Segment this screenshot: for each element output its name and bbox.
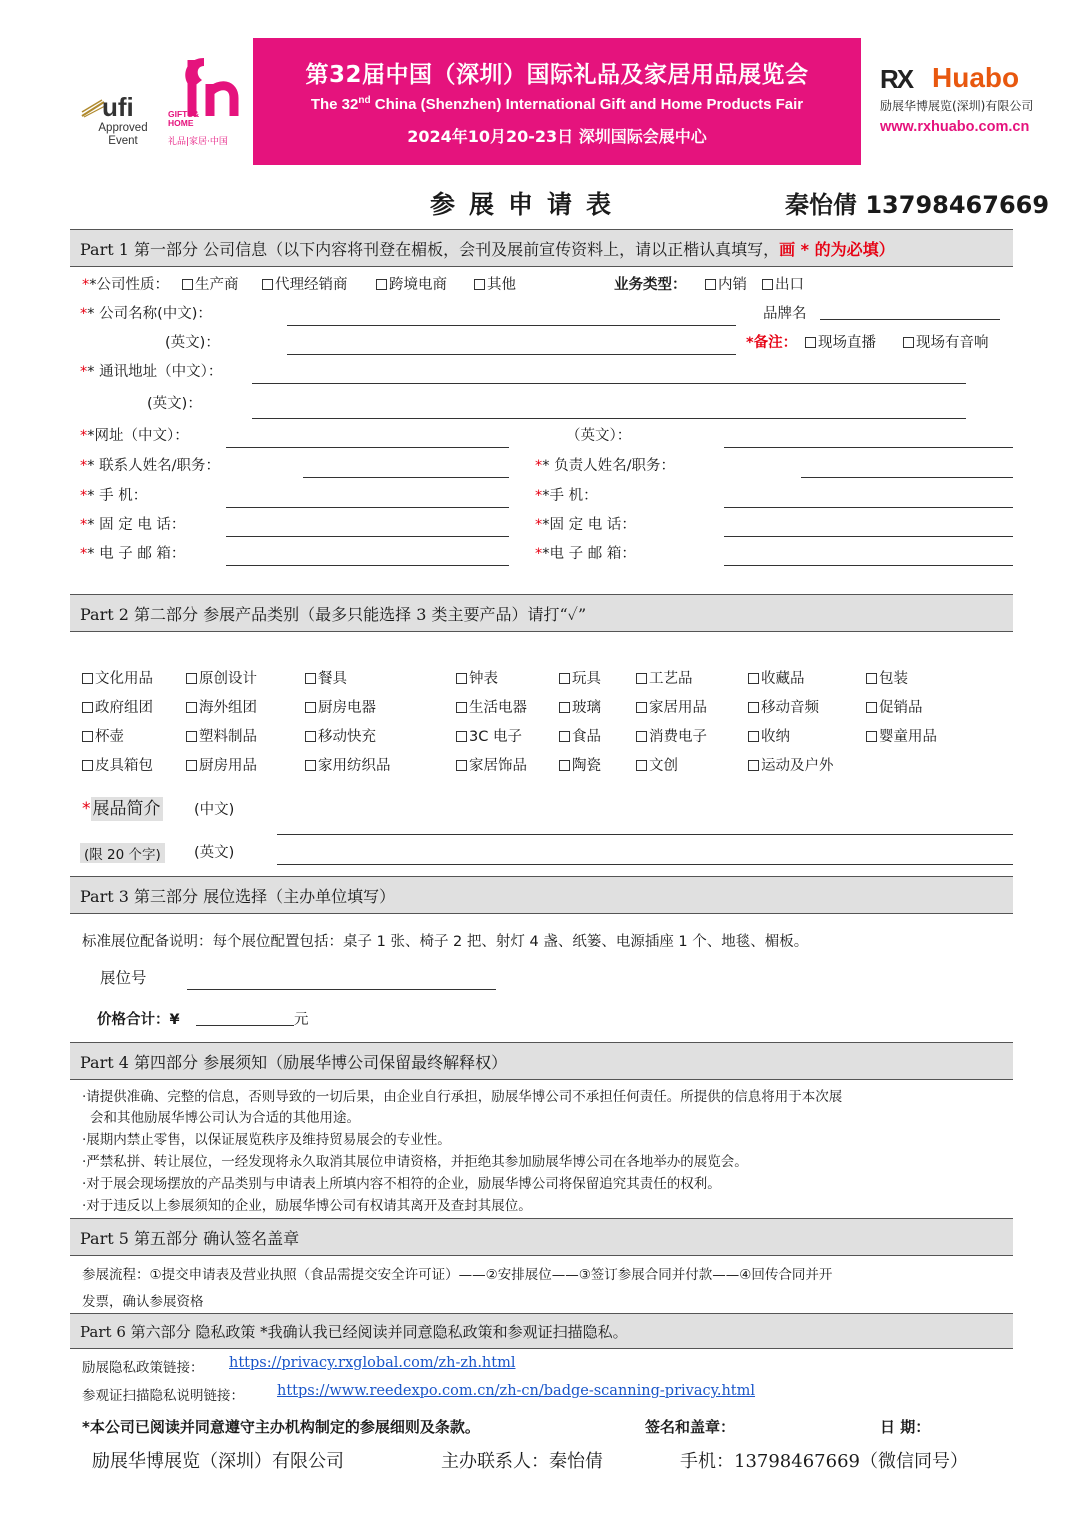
- product-intro-en-label: (英文): [194, 845, 235, 861]
- ufi-approved: Approved: [98, 122, 148, 134]
- part2-title: Part 2 第二部分 参展产品类别（最多只能选择 3 类主要产品）请打“✓”: [80, 604, 587, 624]
- category-label: 家居饰品: [469, 758, 527, 774]
- part5-title: Part 5 第五部分 确认签名盖章: [80, 1228, 300, 1248]
- nature-option-other[interactable]: 其他: [474, 273, 516, 294]
- category-label: 文创: [649, 758, 678, 774]
- top-contact: 秦怡倩 13798467669: [785, 191, 1050, 219]
- checkbox-icon[interactable]: [82, 673, 93, 684]
- category-option[interactable]: [305, 696, 376, 717]
- website-cn-field[interactable]: [226, 447, 509, 448]
- category-label: 杯壶: [95, 729, 124, 745]
- fair-title-cn: 第32届中国（深圳）国际礼品及家居用品展览会: [305, 62, 809, 88]
- organizer-website[interactable]: www.rxhuabo.com.cn: [880, 119, 1030, 135]
- product-intro-limit: (限 20 个字): [80, 843, 165, 863]
- price-total-field[interactable]: [196, 1025, 294, 1026]
- category-option[interactable]: [456, 696, 527, 717]
- footer-company: 励展华博展览（深圳）有限公司: [92, 1451, 344, 1472]
- category-label: 运动及户外: [761, 758, 834, 774]
- email-field[interactable]: [226, 565, 509, 566]
- category-option[interactable]: [636, 667, 693, 688]
- address-en-label: (英文)：: [147, 396, 202, 412]
- category-label: 厨房电器: [318, 700, 376, 716]
- checkbox-icon[interactable]: [305, 673, 316, 684]
- brand-label: 品牌名: [763, 306, 807, 322]
- checkbox-icon[interactable]: [748, 760, 759, 771]
- category-label: 3C 电子: [469, 729, 522, 745]
- category-label: 皮具箱包: [95, 758, 153, 774]
- company-name-en-field[interactable]: [287, 354, 736, 355]
- checkbox-icon[interactable]: [82, 731, 93, 742]
- category-label: 塑料制品: [199, 729, 257, 745]
- mobile2-label: **手 机：: [535, 488, 598, 504]
- company-name-en-label: (英文)：: [165, 335, 220, 351]
- ufi-event: Event: [108, 135, 138, 147]
- leader-name-field[interactable]: [801, 477, 1013, 478]
- part6-header: [70, 1313, 1013, 1349]
- category-label: 食品: [572, 729, 601, 745]
- rx-logo-text: RX: [880, 64, 913, 94]
- fair-title-en: The 32nd China (Shenzhen) International Gift and Home Products Fair: [310, 95, 804, 113]
- footer-contact: 主办联系人：秦怡倩: [441, 1451, 603, 1472]
- process-flow-line2: 发票，确认参展资格: [82, 1294, 204, 1310]
- part4-header: [70, 1042, 1013, 1080]
- category-label: 收纳: [761, 729, 790, 745]
- checkbox-icon[interactable]: [636, 673, 647, 684]
- address-en-field[interactable]: [252, 418, 966, 419]
- part6-title: Part 6 第六部分 隐私政策 *我确认我已经阅读并同意隐私政策和参观证扫描隐私。: [80, 1322, 628, 1341]
- part3-title: Part 3 第三部分 展位选择（主办单位填写）: [80, 886, 396, 906]
- category-option[interactable]: [866, 696, 923, 717]
- booth-number-label: 展位号: [100, 969, 147, 987]
- checkbox-icon[interactable]: [186, 731, 197, 742]
- checkbox-icon[interactable]: [186, 702, 197, 713]
- process-flow-line1: 参展流程：①提交申请表及营业执照（食品需提交安全许可证）——②安排展位——③签订参展合同并付款——④回传合同并开: [82, 1267, 833, 1283]
- agreement-statement: *本公司已阅读并同意遵守主办机构制定的参展细则及条款。: [82, 1418, 480, 1436]
- form-title: 参展申请表: [430, 190, 626, 219]
- category-label: 海外组团: [199, 700, 257, 716]
- biz-option-domestic[interactable]: 内销: [705, 273, 747, 294]
- fair-date-venue: 2024年10月20-23日 深圳国际会展中心: [407, 127, 707, 146]
- website-en-field[interactable]: [724, 447, 1013, 448]
- part3-header: [70, 876, 1013, 914]
- part5-header: [70, 1218, 1013, 1256]
- part2-header: [70, 594, 1013, 632]
- notice-item-5: ·对于违反以上参展须知的企业，励展华博公司有权请其离开及查封其展位。: [82, 1198, 532, 1214]
- checkbox-icon[interactable]: [866, 702, 877, 713]
- checkbox-icon[interactable]: [866, 673, 877, 684]
- phone-field[interactable]: [226, 536, 509, 537]
- checkbox-icon[interactable]: [456, 702, 467, 713]
- category-option[interactable]: [186, 667, 257, 688]
- notice-item-1-cont: 会和其他励展华博公司认为合适的其他用途。: [90, 1110, 360, 1126]
- fair-banner: [253, 38, 861, 165]
- website-en-label: （英文）：: [566, 428, 632, 444]
- category-option[interactable]: [636, 754, 678, 775]
- checkbox-icon[interactable]: [559, 731, 570, 742]
- checkbox-icon[interactable]: [305, 760, 316, 771]
- category-option[interactable]: [559, 725, 601, 746]
- address-cn-label: ** 通讯地址（中文）：: [80, 364, 223, 380]
- checkbox-icon[interactable]: [559, 760, 570, 771]
- signature-label: 签名和盖章：: [645, 1418, 736, 1436]
- checkbox-icon[interactable]: [866, 731, 877, 742]
- category-label: 促销品: [879, 700, 923, 716]
- mobile-field[interactable]: [226, 507, 509, 508]
- category-label: 原创设计: [199, 671, 257, 687]
- category-option[interactable]: [456, 667, 498, 688]
- checkbox-icon[interactable]: [82, 760, 93, 771]
- note-option-audio[interactable]: 现场有音响: [903, 331, 989, 352]
- category-option[interactable]: [186, 725, 257, 746]
- notice-item-1: ·请提供准确、完整的信息，否则导致的一切后果，由企业自行承担，励展华博公司不承担任何责任。所提供的信息将用于本次展: [82, 1089, 843, 1105]
- email2-label: **电 子 邮 箱：: [535, 546, 636, 562]
- category-option[interactable]: [456, 754, 527, 775]
- category-option[interactable]: [748, 754, 834, 775]
- privacy-policy-label: 励展隐私政策链接：: [82, 1360, 204, 1376]
- ufi-logo-text: ufi: [102, 92, 134, 122]
- category-label: 移动快充: [318, 729, 376, 745]
- category-option[interactable]: [305, 667, 347, 688]
- badge-privacy-link[interactable]: https://www.reedexpo.com.cn/zh-cn/badge-scanning-privacy.html: [277, 1383, 756, 1399]
- website-cn-label: **网址（中文）：: [80, 428, 189, 444]
- category-label: 政府组团: [95, 700, 153, 716]
- checkbox-icon[interactable]: [456, 731, 467, 742]
- product-intro-cn-field[interactable]: [277, 834, 1013, 835]
- category-option[interactable]: [82, 725, 124, 746]
- category-label: 陶瓷: [572, 758, 601, 774]
- part1-header: [70, 229, 1013, 267]
- badge-privacy-label: 参观证扫描隐私说明链接：: [82, 1388, 244, 1404]
- company-nature-label: **公司性质：: [82, 277, 169, 293]
- business-type-label: 业务类型：: [614, 277, 687, 293]
- part1-title-required: 画 * 的为必填）: [779, 239, 895, 259]
- category-option[interactable]: [186, 696, 257, 717]
- notice-item-3: ·严禁私拼、转让展位，一经发现将永久取消其展位申请资格，并拒绝其参加励展华博公司在各地举办的展览会。: [82, 1154, 748, 1170]
- category-label: 文化用品: [95, 671, 153, 687]
- category-option[interactable]: [559, 754, 601, 775]
- category-label: 玩具: [572, 671, 601, 687]
- category-option[interactable]: [82, 667, 153, 688]
- checkbox-icon[interactable]: [82, 702, 93, 713]
- leader-name-label: ** 负责人姓名/职务：: [535, 458, 675, 474]
- category-option[interactable]: [866, 725, 937, 746]
- product-intro-cn-label: (中文): [194, 802, 235, 818]
- phone-label: ** 固 定 电 话：: [80, 517, 186, 533]
- notice-item-4: ·对于展会现场摆放的产品类别与申请表上所填内容不相符的企业，励展华博公司将保留追究其责任的权利。: [82, 1176, 721, 1192]
- category-option[interactable]: [456, 725, 522, 746]
- brand-field[interactable]: [820, 319, 1000, 320]
- notice-item-2: ·展期内禁止零售，以保证展览秩序及维持贸易展会的专业性。: [82, 1132, 451, 1148]
- checkbox-icon[interactable]: [305, 731, 316, 742]
- checkbox-icon[interactable]: [305, 702, 316, 713]
- email-label: ** 电 子 邮 箱：: [80, 546, 186, 562]
- category-label: 生活电器: [469, 700, 527, 716]
- mobile-label: ** 手 机：: [80, 488, 148, 504]
- category-label: 钟表: [469, 671, 498, 687]
- category-label: 家居用品: [649, 700, 707, 716]
- checkbox-icon[interactable]: [186, 760, 197, 771]
- privacy-policy-link[interactable]: https://privacy.rxglobal.com/zh-zh.html: [229, 1355, 516, 1371]
- category-label: 包装: [879, 671, 908, 687]
- category-option[interactable]: [305, 754, 391, 775]
- gh-logo-gifts: GIFTS&: [168, 109, 200, 119]
- date-label: 日 期：: [880, 1418, 931, 1436]
- biz-option-export[interactable]: 出口: [762, 273, 804, 294]
- checkbox-icon[interactable]: [559, 673, 570, 684]
- checkbox-icon[interactable]: [456, 673, 467, 684]
- category-label: 婴童用品: [879, 729, 937, 745]
- category-option[interactable]: [82, 696, 153, 717]
- category-option[interactable]: [748, 667, 805, 688]
- category-option[interactable]: [748, 725, 790, 746]
- category-option[interactable]: [559, 667, 601, 688]
- gifts-home-logo: [166, 54, 242, 150]
- mobile2-field[interactable]: [724, 507, 1013, 508]
- phone2-field[interactable]: [724, 536, 1013, 537]
- part4-title: Part 4 第四部分 参展须知（励展华博公司保留最终解释权）: [80, 1052, 508, 1072]
- category-label: 家用纺织品: [318, 758, 391, 774]
- checkbox-icon[interactable]: [636, 702, 647, 713]
- product-intro-en-field[interactable]: [277, 864, 1013, 865]
- gh-logo-cn: 礼品|家居·中国: [168, 137, 228, 147]
- checkbox-icon[interactable]: [456, 760, 467, 771]
- booth-config-desc: 标准展位配备说明：每个展位配置包括：桌子 1 张、椅子 2 把、射灯 4 盏、纸篓、电源插座 1 个、地毯、楣板。: [82, 934, 809, 950]
- note-label: *备注：: [746, 335, 798, 351]
- checkbox-icon[interactable]: [186, 673, 197, 684]
- checkbox-icon[interactable]: [559, 702, 570, 713]
- email2-field[interactable]: [724, 565, 1013, 566]
- category-option[interactable]: [559, 696, 601, 717]
- checkbox-icon[interactable]: [748, 731, 759, 742]
- category-label: 工艺品: [649, 671, 693, 687]
- part1-title: Part 1 第一部分 公司信息（以下内容将刊登在楣板，会刊及展前宣传资料上，请以正楷认真填写，: [80, 239, 780, 259]
- category-option[interactable]: [866, 667, 908, 688]
- huabo-logo-text: Huabo: [932, 62, 1020, 93]
- product-intro-label: * 展品简介: [82, 799, 161, 819]
- contact-name-field[interactable]: [303, 477, 509, 478]
- checkbox-icon[interactable]: [748, 673, 759, 684]
- checkbox-icon[interactable]: [636, 760, 647, 771]
- booth-number-field[interactable]: [187, 989, 496, 990]
- category-option[interactable]: [636, 696, 707, 717]
- category-label: 厨房用品: [199, 758, 257, 774]
- price-total-label: 价格合计：¥: [97, 1012, 180, 1028]
- company-name-cn-label: ** 公司名称(中文)：: [80, 306, 212, 322]
- category-label: 餐具: [318, 671, 347, 687]
- category-option[interactable]: [186, 754, 257, 775]
- category-option[interactable]: [748, 696, 819, 717]
- note-option-livestream[interactable]: 现场直播: [805, 331, 876, 352]
- address-cn-field[interactable]: [252, 383, 966, 384]
- nature-option-agent[interactable]: 代理经销商: [262, 273, 348, 294]
- contact-name-label: ** 联系人姓名/职务：: [80, 458, 220, 474]
- ufi-logo: [80, 92, 160, 152]
- gh-logo-home: HOME: [168, 118, 194, 128]
- category-label: 移动音频: [761, 700, 819, 716]
- footer-phone: 手机：13798467669（微信同号）: [680, 1451, 968, 1472]
- checkbox-icon[interactable]: [636, 731, 647, 742]
- category-label: 消费电子: [649, 729, 707, 745]
- price-unit: 元: [294, 1012, 309, 1028]
- nature-option-manufacturer[interactable]: 生产商: [182, 273, 239, 294]
- category-label: 玻璃: [572, 700, 601, 716]
- category-option[interactable]: [305, 725, 376, 746]
- organizer-name: 励展华博展览(深圳)有限公司: [880, 99, 1034, 113]
- category-option[interactable]: [82, 754, 153, 775]
- rx-huabo-logo: [880, 62, 1050, 96]
- company-name-cn-field[interactable]: [287, 325, 736, 326]
- phone2-label: **固 定 电 话：: [535, 517, 636, 533]
- category-option[interactable]: [636, 725, 707, 746]
- category-label: 收藏品: [761, 671, 805, 687]
- checkbox-icon[interactable]: [748, 702, 759, 713]
- nature-option-crossborder[interactable]: 跨境电商: [376, 273, 447, 294]
